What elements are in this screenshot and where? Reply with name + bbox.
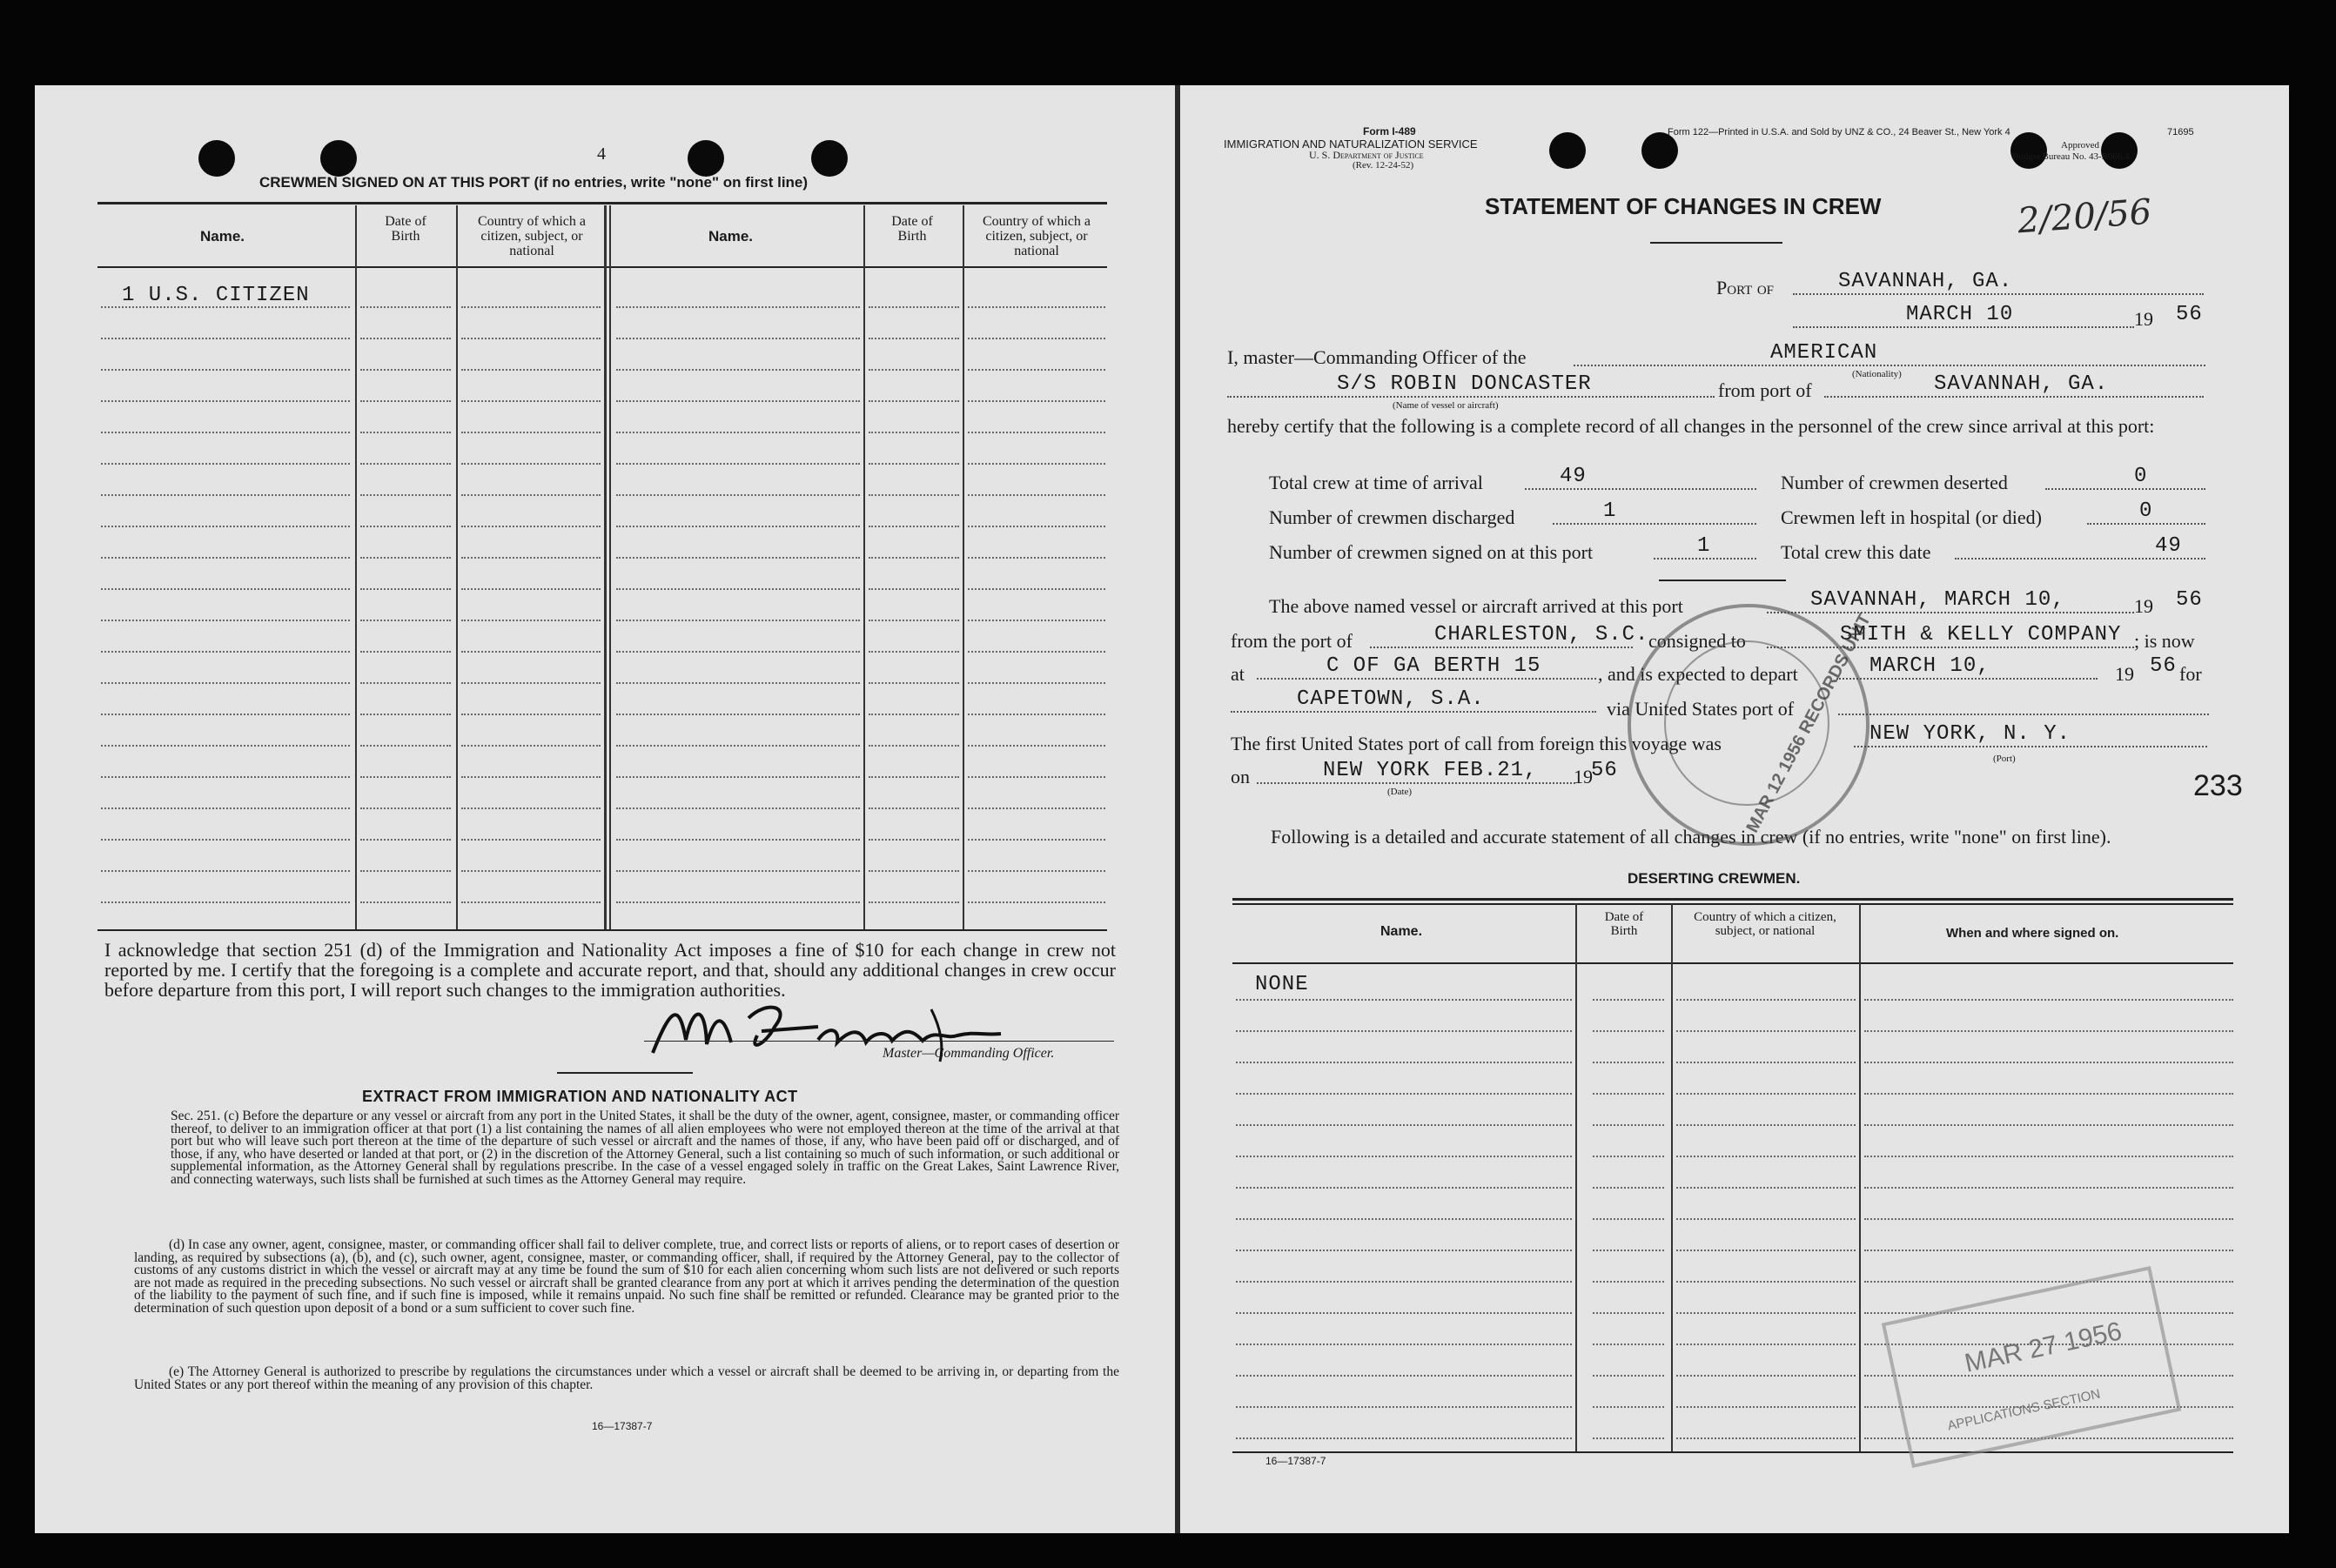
is-now: ; is now	[2134, 630, 2195, 652]
destination-value: CAPETOWN, S.A.	[1231, 687, 1596, 713]
table-row	[1593, 1281, 1664, 1283]
table-row	[968, 557, 1105, 559]
hospital-value: 0	[2087, 499, 2205, 525]
discharged-label: Number of crewmen discharged	[1269, 506, 1515, 528]
form-title: STATEMENT OF CHANGES IN CREW	[1485, 193, 1882, 219]
table-row	[1676, 1312, 1856, 1314]
section-title	[259, 174, 808, 191]
table-row	[101, 620, 350, 621]
col-header-country: Country of which a citizen, subject, or national	[478, 214, 586, 258]
table-row	[1593, 1312, 1664, 1314]
table-row	[1236, 1062, 1572, 1063]
table-row	[1593, 1030, 1664, 1032]
depart-value: MARCH 10,	[1836, 654, 2098, 680]
table-row	[360, 557, 451, 559]
table-row	[616, 682, 860, 684]
table-row	[968, 369, 1105, 371]
table-row	[1236, 1030, 1572, 1032]
date-value: MARCH 10	[1793, 303, 2134, 328]
table-row	[360, 714, 451, 715]
table-row	[101, 526, 350, 527]
table-row	[968, 338, 1105, 339]
col-header-dob-2: Date of Birth	[891, 214, 933, 244]
printer-code: 71695	[2167, 127, 2194, 137]
table-row	[616, 620, 860, 621]
table-row	[461, 557, 601, 559]
table-row	[968, 870, 1105, 872]
table-row	[461, 776, 601, 778]
budget-number: Budget Bureau No. 43-R066.4.	[2012, 151, 2132, 162]
table-row	[1676, 1406, 1856, 1408]
table-row	[616, 306, 860, 308]
handwritten-date: 2/20/56	[2016, 191, 2153, 242]
on-year-prefix: 19	[1574, 766, 1593, 787]
deserting-title: DESERTING CREWMEN.	[1628, 870, 1801, 887]
table-row	[869, 620, 959, 621]
table-row	[869, 839, 959, 841]
table-bottom-rule	[1232, 1451, 2233, 1453]
deserted-label: Number of crewmen deserted	[1781, 472, 2008, 493]
signature-caption: Master—Commanding Officer.	[883, 1046, 1055, 1061]
table-row	[869, 306, 959, 308]
col-divider	[863, 205, 865, 929]
table-row	[101, 776, 350, 778]
title-underline	[1650, 242, 1782, 244]
table-row	[360, 901, 451, 903]
from-port-label: from port of	[1718, 379, 1812, 401]
punch-hole	[2101, 132, 2138, 169]
table-row	[101, 807, 350, 809]
table-row	[968, 588, 1105, 590]
table-row	[968, 745, 1105, 747]
port-caption: (Port)	[1993, 754, 2016, 764]
table-row	[616, 776, 860, 778]
hospital-label: Crewmen left in hospital (or died)	[1781, 506, 2042, 528]
table-row	[869, 369, 959, 371]
col-divider	[1671, 903, 1673, 1451]
arrived-year: 56	[2176, 588, 2203, 612]
table-row	[1676, 999, 1856, 1001]
table-row	[616, 432, 860, 433]
table-row	[616, 745, 860, 747]
table-row	[360, 776, 451, 778]
table-row	[461, 526, 601, 527]
table-row	[360, 651, 451, 653]
from-port2-label: from the port of	[1231, 630, 1353, 652]
extract-paragraph-3: (e) The Attorney General is authorized to prescribe by regulations the circumstances under which a vessel or aircraft shall be deemed to be arriving in, or departing from the United States or any port thereof within the meaning of any provision of this chapter.	[134, 1364, 1119, 1392]
table-row	[360, 494, 451, 496]
discharged-value: 1	[1553, 499, 1756, 525]
table-row	[1864, 1156, 2233, 1157]
table-row	[360, 588, 451, 590]
table-row	[869, 338, 959, 339]
table-row	[461, 839, 601, 841]
total-arrival-value: 49	[1525, 465, 1756, 490]
table-row	[869, 588, 959, 590]
table-row	[968, 651, 1105, 653]
table-row	[101, 400, 350, 402]
table-top-rule-2	[1232, 903, 2233, 905]
table-row	[461, 807, 601, 809]
total-date-label: Total crew this date	[1781, 541, 1931, 563]
on-year: 56	[1591, 759, 1618, 782]
table-row	[968, 839, 1105, 841]
table-header-rule	[97, 266, 1107, 268]
first-port-label: The first United States port of call from foreign this voyage was	[1231, 733, 1722, 754]
table-row	[616, 651, 860, 653]
arrived-year-prefix: 19	[2134, 595, 2153, 617]
printer-info: Form 122—Printed in U.S.A. and Sold by UNZ & CO., 24 Beaver St., New York 4	[1668, 127, 2010, 137]
table-row	[461, 494, 601, 496]
table-row	[1676, 1250, 1856, 1251]
form-number: Form I-489	[1363, 125, 1416, 137]
table-row	[1676, 1218, 1856, 1220]
extract-paragraph-1: Sec. 251. (c) Before the departure or any vessel or aircraft from any port in the United States, it shall be the duty of the owner, agent, consignee, master, or commanding officer thereof, to deliver to an immigration officer at that port (1) a list containing the names of all alien employees who were not employed thereon at the time of the arrival at that port but who will leave such port thereon at the time of the departure of such vessel or aircraft and the names of those, if any, who have been paid off or discharged, and of those, if any, who have deserted or landed at that port, or (2) in the discretion of the Attorney General, such a list containing so much of such information, or such additional or supplemental information, as the Attorney General shall by regulations prescribe. In the case of a vessel engaged solely in traffic on the Great Lakes, Saint Lawrence River, and connecting waterways, such lists shall be furnished at such times as the Attorney General may require.	[171, 1109, 1119, 1187]
first-port-value: NEW YORK, N. Y.	[1854, 722, 2207, 747]
col-divider	[456, 205, 458, 929]
table-row	[1864, 1281, 2233, 1283]
table-header-rule	[1232, 962, 2233, 964]
at-value: C OF GA BERTH 15	[1257, 654, 1596, 680]
table-row	[968, 776, 1105, 778]
table-row	[101, 306, 350, 308]
section-title-text: CREWMEN SIGNED ON AT THIS PORT	[259, 174, 530, 191]
round-stamp-text: MAR 12 1956 RECORDS UNIT	[1742, 610, 1875, 836]
table-row	[1236, 1156, 1572, 1157]
table-row	[360, 463, 451, 465]
col-header-country-2: Country of which a citizen, subject, or national	[983, 214, 1091, 258]
table-row	[1593, 1124, 1664, 1126]
table-row	[1593, 1437, 1664, 1439]
table-row	[1593, 999, 1664, 1001]
table-row	[461, 432, 601, 433]
table-row	[360, 839, 451, 841]
table-row	[968, 682, 1105, 684]
table-row	[1676, 1156, 1856, 1157]
table-row	[1676, 1124, 1856, 1126]
col-divider	[355, 205, 357, 929]
table-row	[1676, 1375, 1856, 1377]
table-row	[869, 870, 959, 872]
table-row	[869, 526, 959, 527]
table-row	[360, 526, 451, 527]
table-row	[1593, 1406, 1664, 1408]
table-row	[1236, 1406, 1572, 1408]
punch-hole	[320, 140, 357, 177]
table-row	[461, 682, 601, 684]
table-row	[1864, 1187, 2233, 1189]
table-row	[101, 839, 350, 841]
via-value-line	[1838, 714, 2209, 715]
table-row	[616, 714, 860, 715]
date-caption: (Date)	[1387, 787, 1413, 797]
table-row	[360, 369, 451, 371]
table-row	[461, 463, 601, 465]
table-row	[968, 463, 1105, 465]
table-row	[101, 557, 350, 559]
table-row	[360, 400, 451, 402]
on-label: on	[1231, 766, 1250, 787]
table-row	[869, 432, 959, 433]
table-row	[869, 494, 959, 496]
col-divider	[609, 205, 611, 929]
table-row	[616, 338, 860, 339]
table-row	[1593, 1250, 1664, 1251]
table-row	[1236, 1281, 1572, 1283]
table-row	[461, 400, 601, 402]
rect-stamp-text: APPLICATIONS SECTION	[1946, 1386, 2102, 1434]
arrived-value: SAVANNAH, MARCH 10,	[1767, 588, 2134, 613]
table-row	[101, 494, 350, 496]
signature-line	[644, 1041, 1114, 1042]
section-note: (if no entries, write "none" on first line)	[534, 174, 809, 191]
col-header-name: Name.	[1380, 924, 1423, 939]
table-row	[461, 338, 601, 339]
table-row	[1864, 1250, 2233, 1251]
table-row	[461, 306, 601, 308]
table-row	[869, 807, 959, 809]
table-row	[101, 901, 350, 903]
rect-stamp-date: MAR 27 1956	[1962, 1317, 2125, 1378]
table-row	[101, 338, 350, 339]
following-text: Following is a detailed and accurate statement of all changes in crew (if no entries, write "none" on first line).	[1271, 826, 2111, 848]
table-row	[461, 369, 601, 371]
table-row	[1593, 1093, 1664, 1095]
table-row	[1593, 1218, 1664, 1220]
punch-hole	[688, 140, 724, 177]
nationality-caption: (Nationality)	[1852, 369, 1902, 379]
revision: (Rev. 12-24-52)	[1353, 160, 1414, 171]
master-label: I, master—Commanding Officer of the	[1227, 346, 1527, 368]
table-row	[1236, 1250, 1572, 1251]
punch-hole	[811, 140, 848, 177]
table-row	[360, 306, 451, 308]
table-row	[1864, 1030, 2233, 1032]
table-row	[968, 714, 1105, 715]
certify-text: hereby certify that the following is a complete record of all changes in the personnel of the crew since arrival at this port:	[1227, 415, 2155, 437]
table-row	[1676, 1281, 1856, 1283]
table-row	[360, 745, 451, 747]
year-value: 56	[2176, 303, 2203, 326]
table-row	[869, 745, 959, 747]
table-row	[1593, 1344, 1664, 1345]
table-row	[360, 807, 451, 809]
extract-paragraph-2: (d) In case any owner, agent, consignee, master, or commanding officer shall fail to deliver complete, true, and correct lists or reports of aliens, or to report cases of desertion or landing, as required by subsections (a), (b), and (c), such owner, agent, consignee, master, or commanding officer, shall, if required by the Attorney General, pay to the collector of customs of any customs district in which the vessel or aircraft may at any time be found the sum of $10 for each alien concerning whom such lists are not delivered or such reports are not made as required in the preceding subsections. No such vessel or aircraft shall be granted clearance from any port at which it arrives pending the determination of the question of the liability to the payment of such fine, and if such fine is imposed, while it remains unpaid. No such fine shall be remitted or refunded. Clearance may be granted prior to the determination of such question upon deposit of a bond or a sum sufficient to cover such fine.	[134, 1237, 1119, 1316]
table-row	[968, 901, 1105, 903]
table-row	[360, 682, 451, 684]
table-row	[616, 839, 860, 841]
depart-year: 56	[2150, 654, 2177, 678]
punch-hole	[1549, 132, 1586, 169]
table-row	[616, 557, 860, 559]
table-row	[869, 776, 959, 778]
table-row	[869, 557, 959, 559]
table-row	[101, 432, 350, 433]
table-row	[461, 745, 601, 747]
table-row	[1236, 1437, 1572, 1439]
table-row	[101, 745, 350, 747]
depart-year-prefix: 19	[2115, 663, 2134, 685]
page-number: 4	[597, 144, 606, 164]
on-value: NEW YORK FEB.21,	[1257, 759, 1575, 784]
total-arrival-label: Total crew at time of arrival	[1269, 472, 1483, 493]
table-row	[1236, 999, 1572, 1001]
table-row	[1236, 1375, 1572, 1377]
table-row	[1676, 1062, 1856, 1063]
table-row	[616, 400, 860, 402]
vessel-caption: (Name of vessel or aircraft)	[1393, 400, 1499, 411]
table-row	[1864, 1124, 2233, 1126]
col-header-country: Country of which a citizen, subject, or national	[1694, 910, 1836, 938]
table-row	[968, 526, 1105, 527]
table-row	[869, 400, 959, 402]
table-row	[1676, 1187, 1856, 1189]
table-row	[616, 463, 860, 465]
table-row	[968, 620, 1105, 621]
table-row	[1864, 1093, 2233, 1095]
table-row	[360, 338, 451, 339]
year-prefix: 19	[2134, 308, 2153, 330]
table-row	[968, 306, 1105, 308]
col-divider	[604, 205, 607, 929]
table-row	[1236, 1218, 1572, 1220]
table-row	[1236, 1093, 1572, 1095]
consigned-value: SMITH & KELLY COMPANY	[1767, 623, 2134, 648]
punch-hole	[198, 140, 235, 177]
table-row	[101, 714, 350, 715]
port-label: Port of	[1716, 277, 1775, 298]
table-row	[616, 369, 860, 371]
table-row	[360, 620, 451, 621]
signed-label: Number of crewmen signed on at this port	[1269, 541, 1594, 563]
approved-label: Approved	[2061, 140, 2099, 151]
table-row	[1864, 999, 2233, 1001]
table-row	[1676, 1344, 1856, 1345]
from-port-value: SAVANNAH, GA.	[1824, 372, 2204, 398]
vessel-value: S/S ROBIN DONCASTER	[1227, 372, 1715, 398]
table-row	[1236, 1312, 1572, 1314]
table-row	[1864, 1218, 2233, 1220]
deserting-entry: NONE	[1255, 973, 1309, 996]
table-row	[101, 588, 350, 590]
extract-divider	[557, 1072, 693, 1074]
table-row	[1236, 1344, 1572, 1345]
table-row	[869, 682, 959, 684]
consigned-label: consigned to	[1648, 630, 1746, 652]
table-row	[616, 526, 860, 527]
table-row	[616, 870, 860, 872]
table-row	[101, 369, 350, 371]
table-row	[1864, 1062, 2233, 1063]
table-row	[461, 588, 601, 590]
col-divider	[963, 205, 964, 929]
table-row	[616, 901, 860, 903]
table-row	[461, 901, 601, 903]
table-row	[616, 588, 860, 590]
footer-code: 16—17387-7	[1265, 1455, 1326, 1467]
table-row	[1593, 1375, 1664, 1377]
counts-divider	[1659, 580, 1786, 581]
table-top-rule	[97, 202, 1107, 204]
via-label: via United States port of	[1607, 698, 1795, 720]
table-row	[1236, 1187, 1572, 1189]
table-row	[461, 870, 601, 872]
at-label: at	[1231, 663, 1245, 685]
table-row	[869, 714, 959, 715]
table-row	[101, 870, 350, 872]
col-divider	[1859, 903, 1861, 1451]
table-row	[461, 651, 601, 653]
signed-value: 1	[1654, 534, 1756, 560]
col-header-name: Name.	[200, 228, 245, 245]
page-number-stamp: 233	[2193, 769, 2243, 802]
nationality-value: AMERICAN	[1574, 341, 2205, 366]
table-row	[968, 432, 1105, 433]
table-row	[1236, 1124, 1572, 1126]
table-row	[1593, 1156, 1664, 1157]
from-port2-value: CHARLESTON, S.C.	[1370, 623, 1633, 648]
port-value: SAVANNAH, GA.	[1793, 270, 2204, 295]
table-row	[1593, 1187, 1664, 1189]
table-bottom-rule	[97, 929, 1107, 931]
table-row	[616, 494, 860, 496]
agency-name: IMMIGRATION AND NATURALIZATION SERVICE	[1224, 137, 1478, 151]
table-row	[1593, 1062, 1664, 1063]
table-row	[869, 901, 959, 903]
table-row	[1676, 1437, 1856, 1439]
table-row	[616, 807, 860, 809]
col-header-dob: Date of Birth	[385, 214, 426, 244]
department-name: U. S. Department of Justice	[1309, 149, 1424, 161]
col-header-signed-on: When and where signed on.	[1946, 926, 2119, 941]
table-row	[968, 807, 1105, 809]
acknowledgment-text: I acknowledge that section 251 (d) of the Immigration and Nationality Act imposes a fine of $10 for each change in crew not reported by me. I certify that the foregoing is a complete and accurate report, and that, should any additional changes in crew occur before departure from this port, I will report such changes to the immigration authorities.	[104, 939, 1116, 1001]
arrived-label: The above named vessel or aircraft arrived at this port	[1269, 595, 1683, 617]
punch-hole	[1641, 132, 1678, 169]
table-row	[968, 400, 1105, 402]
total-date-value: 49	[1955, 534, 2205, 560]
for-label: for	[2179, 663, 2202, 685]
depart-label: , and is expected to depart	[1598, 663, 1798, 685]
crew-entry: 1 U.S. CITIZEN	[122, 284, 310, 307]
col-header-dob: Date of Birth	[1604, 910, 1644, 938]
col-header-name-2: Name.	[708, 228, 754, 245]
table-top-rule	[1232, 898, 2233, 901]
footer-code: 16—17387-7	[592, 1420, 653, 1432]
table-row	[461, 620, 601, 621]
table-row	[360, 870, 451, 872]
table-row	[101, 463, 350, 465]
table-row	[101, 651, 350, 653]
table-row	[101, 682, 350, 684]
table-row	[1676, 1093, 1856, 1095]
col-divider	[1575, 903, 1577, 1451]
deserted-value: 0	[2045, 465, 2205, 490]
table-row	[869, 651, 959, 653]
table-row	[360, 432, 451, 433]
table-row	[968, 494, 1105, 496]
punch-hole	[2010, 132, 2047, 169]
extract-title: EXTRACT FROM IMMIGRATION AND NATIONALITY ACT	[362, 1088, 798, 1105]
table-row	[1676, 1030, 1856, 1032]
table-row	[461, 714, 601, 715]
table-row	[869, 463, 959, 465]
